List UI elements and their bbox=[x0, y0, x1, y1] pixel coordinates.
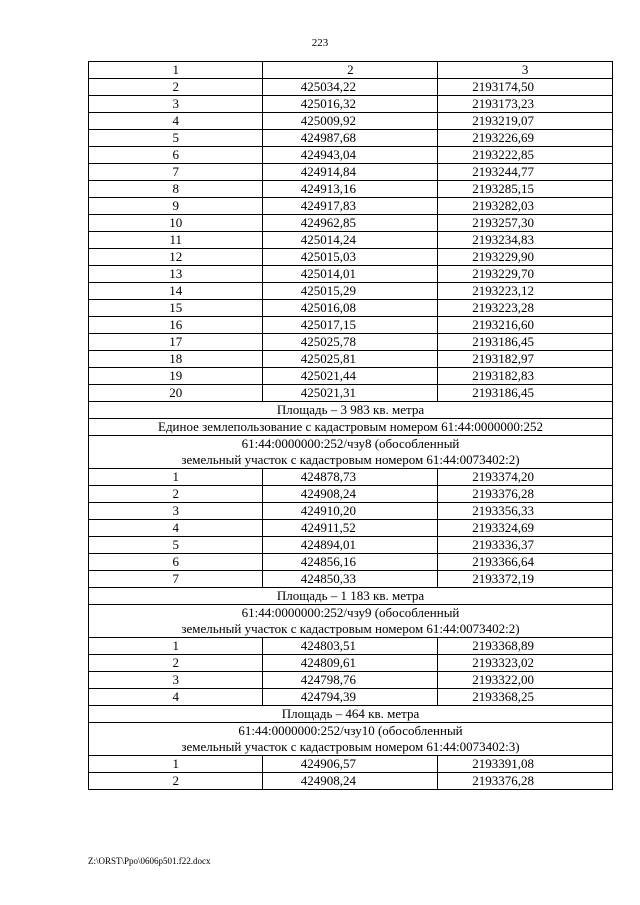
table-row bbox=[89, 351, 613, 368]
coordinate-x: 424911,52 bbox=[263, 520, 438, 537]
table-row bbox=[89, 300, 613, 317]
table-row bbox=[89, 317, 613, 334]
coordinate-y: 2193223,28 bbox=[438, 300, 613, 317]
coordinate-y: 2193376,28 bbox=[438, 486, 613, 503]
table-row bbox=[89, 130, 613, 147]
point-number: 2 bbox=[89, 655, 263, 672]
section-title-line: земельный участок с кадастровым номером 61:44:0073402:3) bbox=[181, 739, 520, 754]
table-row bbox=[89, 283, 613, 300]
table-row bbox=[89, 181, 613, 198]
area-value: Площадь – 3 983 кв. метра bbox=[89, 402, 613, 419]
table-row bbox=[89, 113, 613, 130]
coordinate-x: 424943,04 bbox=[263, 147, 438, 164]
point-number: 6 bbox=[89, 554, 263, 571]
coordinate-x: 425015,29 bbox=[263, 283, 438, 300]
coordinate-x: 424794,39 bbox=[263, 689, 438, 706]
point-number: 16 bbox=[89, 317, 263, 334]
header-cell-3: 3 bbox=[438, 62, 613, 79]
coordinate-y: 2193257,30 bbox=[438, 215, 613, 232]
coordinate-y: 2193376,28 bbox=[438, 773, 613, 790]
coordinate-x: 424914,84 bbox=[263, 164, 438, 181]
table-row bbox=[89, 571, 613, 588]
coordinate-x: 425015,03 bbox=[263, 249, 438, 266]
point-number: 1 bbox=[89, 638, 263, 655]
coordinate-y: 2193391,08 bbox=[438, 756, 613, 773]
coordinate-x: 424987,68 bbox=[263, 130, 438, 147]
coordinate-y: 2193356,33 bbox=[438, 503, 613, 520]
coordinate-y: 2193366,64 bbox=[438, 554, 613, 571]
point-number: 3 bbox=[89, 672, 263, 689]
section-title-line: земельный участок с кадастровым номером 61:44:0073402:2) bbox=[181, 452, 520, 467]
coordinate-x: 425016,08 bbox=[263, 300, 438, 317]
table-row bbox=[89, 385, 613, 402]
coordinates-table-body bbox=[89, 62, 613, 790]
table-row bbox=[89, 334, 613, 351]
point-number: 12 bbox=[89, 249, 263, 266]
table-row bbox=[89, 215, 613, 232]
coordinate-y: 2193374,20 bbox=[438, 469, 613, 486]
coordinate-y: 2193182,83 bbox=[438, 368, 613, 385]
point-number: 8 bbox=[89, 181, 263, 198]
point-number: 10 bbox=[89, 215, 263, 232]
coordinate-y: 2193223,12 bbox=[438, 283, 613, 300]
point-number: 15 bbox=[89, 300, 263, 317]
table-row bbox=[89, 537, 613, 554]
coordinate-y: 2193173,23 bbox=[438, 96, 613, 113]
coordinate-y: 2193244,77 bbox=[438, 164, 613, 181]
coordinate-y: 2193285,15 bbox=[438, 181, 613, 198]
coordinate-y: 2193216,60 bbox=[438, 317, 613, 334]
coordinate-x: 424809,61 bbox=[263, 655, 438, 672]
page-number: 223 bbox=[311, 37, 329, 49]
table-row bbox=[89, 503, 613, 520]
coordinate-x: 424878,73 bbox=[263, 469, 438, 486]
coordinate-x: 424803,51 bbox=[263, 638, 438, 655]
table-row bbox=[89, 164, 613, 181]
table-row bbox=[89, 554, 613, 571]
section-title bbox=[89, 605, 613, 638]
coordinate-y: 2193322,00 bbox=[438, 672, 613, 689]
coordinate-x: 424913,16 bbox=[263, 181, 438, 198]
point-number: 4 bbox=[89, 689, 263, 706]
coordinate-y: 2193229,70 bbox=[438, 266, 613, 283]
table-row bbox=[89, 469, 613, 486]
table-row bbox=[89, 655, 613, 672]
point-number: 18 bbox=[89, 351, 263, 368]
table-row bbox=[89, 672, 613, 689]
coordinate-x: 425016,32 bbox=[263, 96, 438, 113]
section-title bbox=[89, 436, 613, 469]
coordinate-x: 425009,92 bbox=[263, 113, 438, 130]
coordinate-x: 424910,20 bbox=[263, 503, 438, 520]
point-number: 4 bbox=[89, 113, 263, 130]
table-row bbox=[89, 249, 613, 266]
coordinate-y: 2193226,69 bbox=[438, 130, 613, 147]
coordinate-x: 424906,57 bbox=[263, 756, 438, 773]
group-title: Единое землепользование с кадастровым номером 61:44:0000000:252 bbox=[89, 419, 613, 436]
point-number: 5 bbox=[89, 537, 263, 554]
point-number: 2 bbox=[89, 79, 263, 96]
point-number: 1 bbox=[89, 469, 263, 486]
coordinate-x: 425034,22 bbox=[263, 79, 438, 96]
coordinate-x: 425025,78 bbox=[263, 334, 438, 351]
coordinate-y: 2193229,90 bbox=[438, 249, 613, 266]
coordinates-table bbox=[88, 61, 613, 790]
table-row bbox=[89, 756, 613, 773]
point-number: 17 bbox=[89, 334, 263, 351]
point-number: 9 bbox=[89, 198, 263, 215]
coordinate-x: 425021,44 bbox=[263, 368, 438, 385]
table-row bbox=[89, 79, 613, 96]
point-number: 3 bbox=[89, 96, 263, 113]
coordinate-y: 2193222,85 bbox=[438, 147, 613, 164]
point-number: 6 bbox=[89, 147, 263, 164]
coordinate-y: 2193336,37 bbox=[438, 537, 613, 554]
coordinate-x: 425025,81 bbox=[263, 351, 438, 368]
coordinate-x: 424962,85 bbox=[263, 215, 438, 232]
section-title-row bbox=[89, 605, 613, 638]
area-value: Площадь – 1 183 кв. метра bbox=[89, 588, 613, 605]
point-number: 19 bbox=[89, 368, 263, 385]
table-header-row bbox=[89, 62, 613, 79]
point-number: 4 bbox=[89, 520, 263, 537]
header-cell-2: 2 bbox=[263, 62, 438, 79]
point-number: 5 bbox=[89, 130, 263, 147]
coordinate-y: 2193372,19 bbox=[438, 571, 613, 588]
point-number: 11 bbox=[89, 232, 263, 249]
area-row bbox=[89, 402, 613, 419]
section-title-line: 61:44:0000000:252/чзу8 (обособленный bbox=[241, 436, 460, 451]
coordinate-y: 2193323,02 bbox=[438, 655, 613, 672]
section-title bbox=[89, 723, 613, 756]
coordinate-y: 2193368,89 bbox=[438, 638, 613, 655]
area-row bbox=[89, 588, 613, 605]
coordinate-x: 424894,01 bbox=[263, 537, 438, 554]
coordinate-x: 424798,76 bbox=[263, 672, 438, 689]
section-title-line: земельный участок с кадастровым номером 61:44:0073402:2) bbox=[181, 621, 520, 636]
table-row bbox=[89, 520, 613, 537]
table-row bbox=[89, 486, 613, 503]
table-row bbox=[89, 232, 613, 249]
area-value: Площадь – 464 кв. метра bbox=[89, 706, 613, 723]
coordinate-x: 425014,24 bbox=[263, 232, 438, 249]
table-row bbox=[89, 96, 613, 113]
coordinate-x: 424850,33 bbox=[263, 571, 438, 588]
section-title-row bbox=[89, 723, 613, 756]
coordinate-y: 2193182,97 bbox=[438, 351, 613, 368]
group-title-row bbox=[89, 419, 613, 436]
point-number: 7 bbox=[89, 571, 263, 588]
section-title-line: 61:44:0000000:252/чзу9 (обособленный bbox=[241, 605, 460, 620]
table-row bbox=[89, 689, 613, 706]
table-row bbox=[89, 147, 613, 164]
coordinate-y: 2193234,83 bbox=[438, 232, 613, 249]
table-row bbox=[89, 638, 613, 655]
point-number: 1 bbox=[89, 756, 263, 773]
point-number: 3 bbox=[89, 503, 263, 520]
coordinate-x: 425014,01 bbox=[263, 266, 438, 283]
point-number: 14 bbox=[89, 283, 263, 300]
point-number: 13 bbox=[89, 266, 263, 283]
coordinate-x: 424856,16 bbox=[263, 554, 438, 571]
coordinate-y: 2193282,03 bbox=[438, 198, 613, 215]
coordinate-y: 2193219,07 bbox=[438, 113, 613, 130]
table-row bbox=[89, 266, 613, 283]
section-title-line: 61:44:0000000:252/чзу10 (обособленный bbox=[238, 723, 463, 738]
point-number: 7 bbox=[89, 164, 263, 181]
coordinate-y: 2193186,45 bbox=[438, 334, 613, 351]
point-number: 2 bbox=[89, 486, 263, 503]
point-number: 20 bbox=[89, 385, 263, 402]
coordinate-y: 2193186,45 bbox=[438, 385, 613, 402]
header-cell-1: 1 bbox=[89, 62, 263, 79]
area-row bbox=[89, 706, 613, 723]
coordinate-x: 425017,15 bbox=[263, 317, 438, 334]
coordinate-x: 424908,24 bbox=[263, 773, 438, 790]
coordinate-x: 424917,83 bbox=[263, 198, 438, 215]
coordinate-y: 2193324,69 bbox=[438, 520, 613, 537]
table-row bbox=[89, 368, 613, 385]
coordinate-x: 425021,31 bbox=[263, 385, 438, 402]
section-title-row bbox=[89, 436, 613, 469]
table-row bbox=[89, 198, 613, 215]
coordinate-y: 2193174,50 bbox=[438, 79, 613, 96]
point-number: 2 bbox=[89, 773, 263, 790]
table-row bbox=[89, 773, 613, 790]
coordinate-x: 424908,24 bbox=[263, 486, 438, 503]
coordinate-y: 2193368,25 bbox=[438, 689, 613, 706]
footer-file-path: Z:\ORST\Ppo\0606p501.f22.docx bbox=[88, 856, 211, 866]
